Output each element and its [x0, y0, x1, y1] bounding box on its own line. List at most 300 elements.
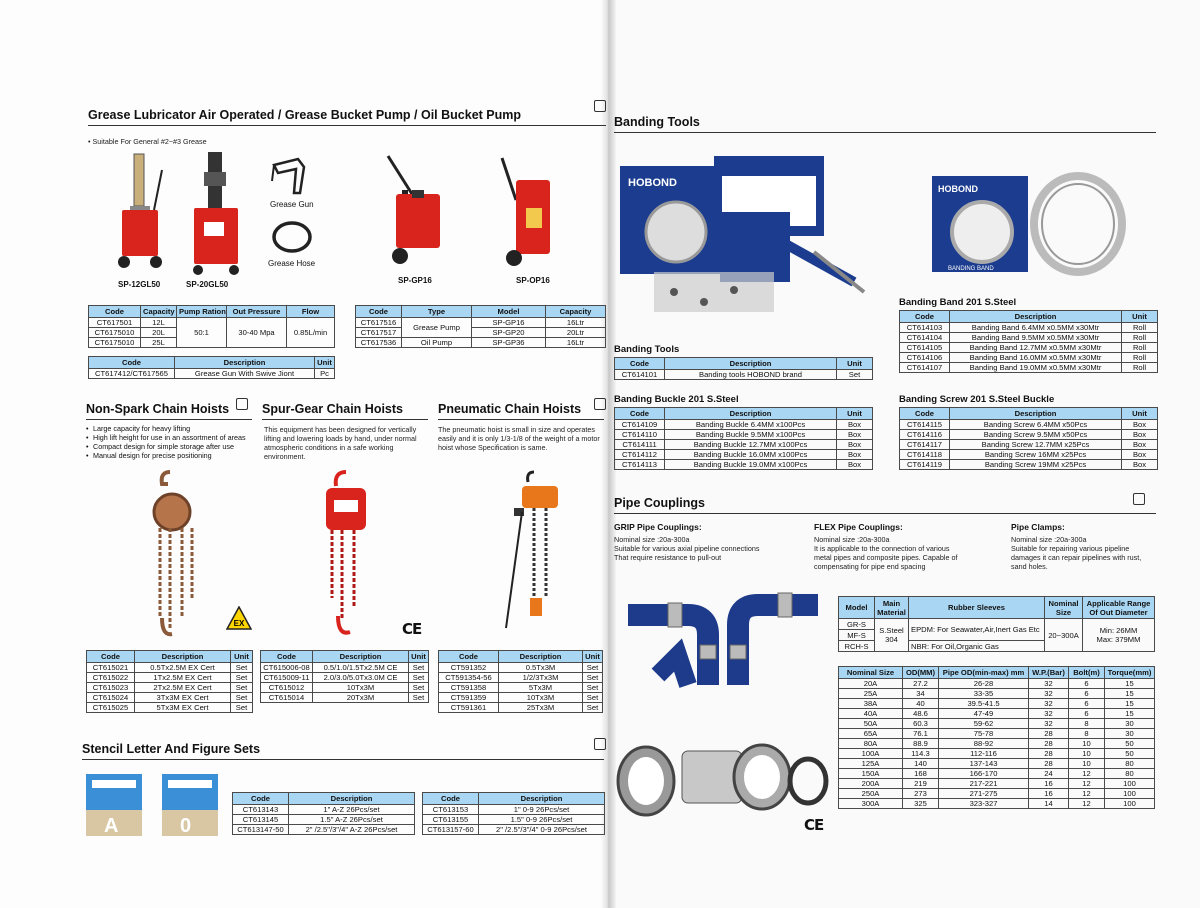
cell: 88-92: [939, 739, 1029, 749]
pneu-description: The pneumatic hoist is small in size and operates easily and it is only 1/3-1/8 of the weight of a motor hoist whose Specification is same.: [438, 425, 600, 452]
grip-line: That require resistance to pull-out: [614, 553, 722, 562]
table-header-row: [423, 793, 605, 805]
cell: 8: [1069, 719, 1105, 729]
grip-title: GRIP Pipe Couplings:: [614, 522, 702, 532]
cell: CT614119: [900, 460, 950, 470]
table-row: [839, 689, 1155, 699]
cell: 40: [903, 699, 939, 709]
band-box-label: BANDING BAND: [948, 266, 994, 272]
table-header-row: [839, 597, 1155, 619]
cell: 25Tx3M: [499, 703, 583, 713]
flex-line: compensating for pipe end spacing: [814, 562, 926, 571]
cell: 32: [1029, 689, 1069, 699]
cell: Box: [837, 420, 873, 430]
cell: 28: [1029, 749, 1069, 759]
box-brand-text: HOBOND: [628, 177, 677, 189]
table-header-row: [615, 408, 873, 420]
col-capacity: Capacity: [141, 306, 177, 318]
cell: 6: [1069, 699, 1105, 709]
table-row: [233, 805, 415, 815]
cell: 2" /2.5"/3"/4" 0-9 26Pcs/set: [479, 825, 605, 835]
table-row: [261, 663, 429, 673]
table-row: [839, 729, 1155, 739]
shop-cart-icon[interactable]: [1133, 493, 1145, 505]
stencil-letter-table: [232, 792, 415, 835]
grease-gun-table: [88, 356, 335, 379]
cell: 5Tx3M EX Cert: [135, 703, 231, 713]
cell: CT614110: [615, 430, 665, 440]
cell: Box: [1122, 460, 1158, 470]
col-torque: Torque(mm): [1105, 667, 1155, 679]
cell: CT591352: [439, 663, 499, 673]
table-row: [423, 805, 605, 815]
cell: SP-GP20: [472, 328, 546, 338]
table-header-row: [439, 651, 603, 663]
banding-rule: [614, 132, 1156, 133]
cell: Box: [837, 430, 873, 440]
col-code: Code: [261, 651, 313, 663]
shop-cart-icon[interactable]: [594, 738, 606, 750]
cell: 14: [1029, 799, 1069, 809]
banding-buckle-table: [614, 407, 873, 470]
cell: Banding tools HOBOND brand: [665, 370, 837, 380]
cell: 100: [1105, 779, 1155, 789]
pneumatic-hoist-image: [502, 468, 564, 640]
cell: Banding Buckle 16.0MM x100Pcs: [665, 450, 837, 460]
clamp-title: Pipe Clamps:: [1011, 522, 1065, 532]
cell: Grease Gun With Swive Jiont: [175, 369, 315, 379]
cell: CT614115: [900, 420, 950, 430]
table-row: [356, 338, 606, 348]
cell: CT591359: [439, 693, 499, 703]
cell: 33-35: [939, 689, 1029, 699]
cell: CT591361: [439, 703, 499, 713]
table-row: [89, 318, 335, 328]
cell: 30: [1105, 719, 1155, 729]
col-unit: Unit: [231, 651, 253, 663]
table-header-row: [615, 358, 873, 370]
cell: 1.5" 0-9 26Pcs/set: [479, 815, 605, 825]
cell: 48.6: [903, 709, 939, 719]
cell: 25A: [839, 689, 903, 699]
grease-bullet-text: Suitable For General #2~#3 Grease: [92, 137, 207, 146]
col-od: OD(MM): [903, 667, 939, 679]
cell: Box: [1122, 420, 1158, 430]
table-row: [839, 789, 1155, 799]
banding-section-title: Banding Tools: [614, 115, 700, 129]
sp-op16-image: [492, 150, 564, 270]
cell: 271-275: [939, 789, 1029, 799]
col-main-material: Main Material: [875, 597, 909, 619]
cell: CT615006-08: [261, 663, 313, 673]
cell: Banding Buckle 19.0MM x100Pcs: [665, 460, 837, 470]
cell-type: Oil Pump: [402, 338, 472, 348]
nonspark-bullets: [86, 424, 258, 460]
col-code: Code: [423, 793, 479, 805]
cell: 217-221: [939, 779, 1029, 789]
cell-rubber: EPDM: For Seawater,Air,Inert Gas Etc: [909, 619, 1045, 641]
banding-tools-subtitle: Banding Tools: [614, 344, 680, 355]
col-unit: Unit: [315, 357, 335, 369]
table-row: [261, 683, 429, 693]
cell: CT614117: [900, 440, 950, 450]
cell: 12L: [141, 318, 177, 328]
grease-title-rule: [88, 125, 606, 126]
cell: 20L: [141, 328, 177, 338]
cell: Banding Band 19.0MM x0.5MM x30Mtr: [950, 363, 1122, 373]
table-row: [89, 369, 335, 379]
col-unit: Unit: [1122, 311, 1158, 323]
shop-cart-icon[interactable]: [236, 398, 248, 410]
cell: 28: [1029, 729, 1069, 739]
cell: 140: [903, 759, 939, 769]
table-row: [900, 440, 1158, 450]
col-description: Description: [499, 651, 583, 663]
cell-size: 20~300A: [1045, 619, 1083, 652]
cell-pump-ration: 50:1: [177, 318, 227, 348]
cell: 88.9: [903, 739, 939, 749]
cell: 200A: [839, 779, 903, 789]
cell: CT615024: [87, 693, 135, 703]
spur-gear-title: Spur-Gear Chain Hoists: [262, 402, 403, 416]
nonspark-hoist-image: [140, 468, 212, 640]
cell: CT617501: [89, 318, 141, 328]
pipe-size-rows: [839, 679, 1155, 809]
cell: 16Ltr: [546, 318, 606, 328]
range-min: Min: 26MM: [1099, 626, 1138, 635]
cell: 50: [1105, 739, 1155, 749]
cell: 40A: [839, 709, 903, 719]
grip-text: [614, 535, 759, 562]
pipe-size-table: [838, 666, 1155, 809]
cell: 28: [1029, 759, 1069, 769]
cell: 76.1: [903, 729, 939, 739]
cell: Box: [1122, 440, 1158, 450]
cell: 38A: [839, 699, 903, 709]
table-row: [233, 825, 415, 835]
cell: 32: [1029, 709, 1069, 719]
cell: 32: [1029, 679, 1069, 689]
cell: CT613147-50: [233, 825, 289, 835]
spur-rule: [262, 419, 428, 420]
cell: 60.3: [903, 719, 939, 729]
banding-screw-subtitle: Banding Screw 201 S.Steel Buckle: [899, 394, 1055, 405]
cell: Set: [231, 683, 253, 693]
table-row: [839, 679, 1155, 689]
spur-gear-table: [260, 650, 429, 703]
cell: 10: [1069, 749, 1105, 759]
cell: 30: [1105, 729, 1155, 739]
cell: 80: [1105, 759, 1155, 769]
cell: Box: [1122, 450, 1158, 460]
cell: CT613145: [233, 815, 289, 825]
cell: 0.5/1.0/1.5Tx2.5M CE: [313, 663, 409, 673]
table-row: [233, 815, 415, 825]
table-row: [439, 673, 603, 683]
cell-rubber: NBR: For Oil,Organic Gas: [909, 641, 1045, 652]
cell: Banding Screw 19MM x25Pcs: [950, 460, 1122, 470]
cell: GR-S: [839, 619, 875, 630]
cell: Banding Screw 6.4MM x50Pcs: [950, 420, 1122, 430]
cell: Set: [231, 693, 253, 703]
col-nominal-size: Nominal Size: [839, 667, 903, 679]
col-rubber-sleeves: Rubber Sleeves: [909, 597, 1045, 619]
caption-sp-20gl50: SP-20GL50: [186, 280, 229, 289]
col-applicable-range: Applicable Range Of Out Diameter: [1083, 597, 1155, 619]
cell: 1.5" A-Z 26Pcs/set: [289, 815, 415, 825]
cell: 0.5Tx3M: [499, 663, 583, 673]
col-unit: Unit: [409, 651, 429, 663]
cell: CT613153: [423, 805, 479, 815]
shop-cart-icon[interactable]: [594, 100, 606, 112]
table-row: [87, 703, 253, 713]
cell: CT617516: [356, 318, 402, 328]
cell: Banding Band 16.0MM x0.5MM x30Mtr: [950, 353, 1122, 363]
stencil-sets-image: [82, 770, 222, 840]
grease-lubricator-table: [88, 305, 335, 348]
pipe-rule: [614, 513, 1156, 514]
cell: CT615014: [261, 693, 313, 703]
table-row: [439, 703, 603, 713]
cell: 34: [903, 689, 939, 699]
cell: 273: [903, 789, 939, 799]
banding-screw-table: [899, 407, 1158, 470]
shop-cart-icon[interactable]: [594, 398, 606, 410]
cell: Banding Band 12.7MM x0.5MM x30Mtr: [950, 343, 1122, 353]
col-nominal-size: Nominal Size: [1045, 597, 1083, 619]
table-row: [900, 450, 1158, 460]
cell: CT591358: [439, 683, 499, 693]
table-header-row: [87, 651, 253, 663]
range-max: Max: 379MM: [1096, 635, 1141, 644]
table-row: [439, 693, 603, 703]
sp-gp16-image: [382, 150, 454, 270]
cell: Set: [409, 683, 429, 693]
cell: 10Tx3M: [499, 693, 583, 703]
cell: 15: [1105, 709, 1155, 719]
table-row: [900, 460, 1158, 470]
table-header-row: [356, 306, 606, 318]
cell: 15: [1105, 699, 1155, 709]
cell: CT591354-56: [439, 673, 499, 683]
cell: CT617412/CT617565: [89, 369, 175, 379]
cell: CT614104: [900, 333, 950, 343]
table-header-row: [261, 651, 429, 663]
table-row: [900, 343, 1158, 353]
cell: Set: [231, 673, 253, 683]
cell: Box: [837, 450, 873, 460]
banding-band-table: [899, 310, 1158, 373]
cell: Roll: [1122, 363, 1158, 373]
cell: 20Tx3M: [313, 693, 409, 703]
cell: 28: [1029, 739, 1069, 749]
cell: 8: [1069, 729, 1105, 739]
banding-tools-image: [614, 152, 876, 337]
grip-line: Suitable for various axial pipeline connections: [614, 544, 760, 553]
cell: 100: [1105, 799, 1155, 809]
table-row: [439, 663, 603, 673]
cell: CT6175010: [89, 328, 141, 338]
table-row: [900, 333, 1158, 343]
cell: Banding Band 9.5MM x0.5MM x30Mtr: [950, 333, 1122, 343]
cell: Banding Screw 9.5MM x50Pcs: [950, 430, 1122, 440]
table-row: [839, 749, 1155, 759]
cell: CT614106: [900, 353, 950, 363]
table-row: [839, 779, 1155, 789]
cell-flow: 0.85L/min: [287, 318, 335, 348]
cell: 39.5-41.5: [939, 699, 1029, 709]
table-row: [356, 328, 606, 338]
cell: 26-28: [939, 679, 1029, 689]
table-row: [839, 619, 1155, 630]
cell-out-pressure: 30-40 Mpa: [227, 318, 287, 348]
cell: Set: [231, 663, 253, 673]
cell: Set: [583, 693, 603, 703]
col-description: Description: [479, 793, 605, 805]
col-model: Model: [472, 306, 546, 318]
cell: Set: [583, 673, 603, 683]
table-row: [87, 693, 253, 703]
grease-gun-image: [270, 153, 310, 198]
cell: Banding Buckle 12.7MM x100Pcs: [665, 440, 837, 450]
cell: Set: [409, 673, 429, 683]
table-row: [615, 420, 873, 430]
table-row: [87, 683, 253, 693]
cell: CT614112: [615, 450, 665, 460]
cell: Roll: [1122, 333, 1158, 343]
cell: 219: [903, 779, 939, 789]
ce-mark-icon: CE: [402, 620, 422, 638]
cell: SP-GP36: [472, 338, 546, 348]
clamp-text: [1011, 535, 1141, 571]
col-capacity: Capacity: [546, 306, 606, 318]
table-row: [839, 699, 1155, 709]
grease-pump-table: [355, 305, 606, 348]
col-unit: Unit: [837, 358, 873, 370]
col-code: Code: [900, 408, 950, 420]
cell: CT614107: [900, 363, 950, 373]
table-row: [423, 815, 605, 825]
cell: 50A: [839, 719, 903, 729]
bullet: • Compact design for simple storage after use: [86, 442, 258, 451]
col-description: Description: [950, 408, 1122, 420]
cell: 24: [1029, 769, 1069, 779]
cell: 10: [1069, 759, 1105, 769]
cell: 16: [1029, 789, 1069, 799]
table-row: [839, 709, 1155, 719]
table-row: [839, 739, 1155, 749]
col-code: Code: [356, 306, 402, 318]
col-pump-ration: Pump Ration: [177, 306, 227, 318]
cell: 2" /2.5"/3"/4" A-Z 26Pcs/set: [289, 825, 415, 835]
bullet: • High lift height for use in an assortment of areas: [86, 433, 258, 442]
cell: CT613155: [423, 815, 479, 825]
cell: 166-170: [939, 769, 1029, 779]
table-row: [900, 363, 1158, 373]
table-row: [261, 673, 429, 683]
cell: 10: [1069, 739, 1105, 749]
cell: Set: [583, 703, 603, 713]
cell: SP-GP16: [472, 318, 546, 328]
spur-gear-hoist-image: [318, 468, 372, 640]
flex-line: Nominal size :20a-300a: [814, 535, 890, 544]
col-pipe-od: Pipe OD(min-max) mm: [939, 667, 1029, 679]
cell: Roll: [1122, 343, 1158, 353]
cell: 125A: [839, 759, 903, 769]
cell: 75-78: [939, 729, 1029, 739]
cell: Banding Buckle 6.4MM x100Pcs: [665, 420, 837, 430]
pipe-coupling-parts-image: [612, 725, 832, 825]
col-description: Description: [950, 311, 1122, 323]
cell: Banding Screw 16MM x25Pcs: [950, 450, 1122, 460]
ex-label: EX: [233, 619, 245, 628]
col-description: Description: [313, 651, 409, 663]
cell: MF-S: [839, 630, 875, 641]
cell-range: [1083, 619, 1155, 652]
clamp-line: Nominal size :20a-300a: [1011, 535, 1087, 544]
cell: CT614101: [615, 370, 665, 380]
banding-tools-table: [614, 357, 873, 380]
table-row: [423, 825, 605, 835]
cell: CT615021: [87, 663, 135, 673]
col-type: Type: [402, 306, 472, 318]
cell: CT614118: [900, 450, 950, 460]
cell: Roll: [1122, 323, 1158, 333]
stencil-rule: [82, 759, 604, 760]
cell: Set: [837, 370, 873, 380]
svg-text:0: 0: [180, 815, 192, 837]
banding-band-image: [928, 172, 1128, 278]
flex-text: [814, 535, 957, 571]
caption-grease-hose: Grease Hose: [268, 259, 316, 268]
cell: 10Tx3M: [313, 683, 409, 693]
nonspark-table: [86, 650, 253, 713]
cell: 323-327: [939, 799, 1029, 809]
stencil-title: Stencil Letter And Figure Sets: [82, 742, 261, 756]
cell: 2Tx2.5M EX Cert: [135, 683, 231, 693]
table-row: [839, 759, 1155, 769]
cell: Set: [409, 663, 429, 673]
table-header-row: [233, 793, 415, 805]
grease-bullet: • Suitable For General #2~#3 Grease: [88, 137, 207, 146]
cell: CT615012: [261, 683, 313, 693]
cell: CT614111: [615, 440, 665, 450]
cell: CT617536: [356, 338, 402, 348]
cell: 80A: [839, 739, 903, 749]
cell: CT614103: [900, 323, 950, 333]
table-header-row: [89, 306, 335, 318]
cell: 2.0/3.0/5.0Tx3.0M CE: [313, 673, 409, 683]
col-code: Code: [439, 651, 499, 663]
cell: 6: [1069, 679, 1105, 689]
cell: 32: [1029, 719, 1069, 729]
pneumatic-table: [438, 650, 603, 713]
cell: 168: [903, 769, 939, 779]
clamp-line: damages it can repair pipelines with rust,: [1011, 553, 1142, 562]
flex-title: FLEX Pipe Couplings:: [814, 522, 903, 532]
caption-sp-op16: SP-OP16: [516, 276, 550, 285]
cell: 1/2/3Tx3M: [499, 673, 583, 683]
cell: CT614116: [900, 430, 950, 440]
sp-20gl50-image: [188, 150, 244, 278]
col-description: Description: [665, 408, 837, 420]
cell: CT614113: [615, 460, 665, 470]
caption-sp-gp16: SP-GP16: [398, 276, 432, 285]
banding-buckle-subtitle: Banding Buckle 201 S.Steel: [614, 394, 739, 405]
table-header-row: [900, 311, 1158, 323]
col-description: Description: [175, 357, 315, 369]
clamp-line: sand holes.: [1011, 562, 1048, 571]
